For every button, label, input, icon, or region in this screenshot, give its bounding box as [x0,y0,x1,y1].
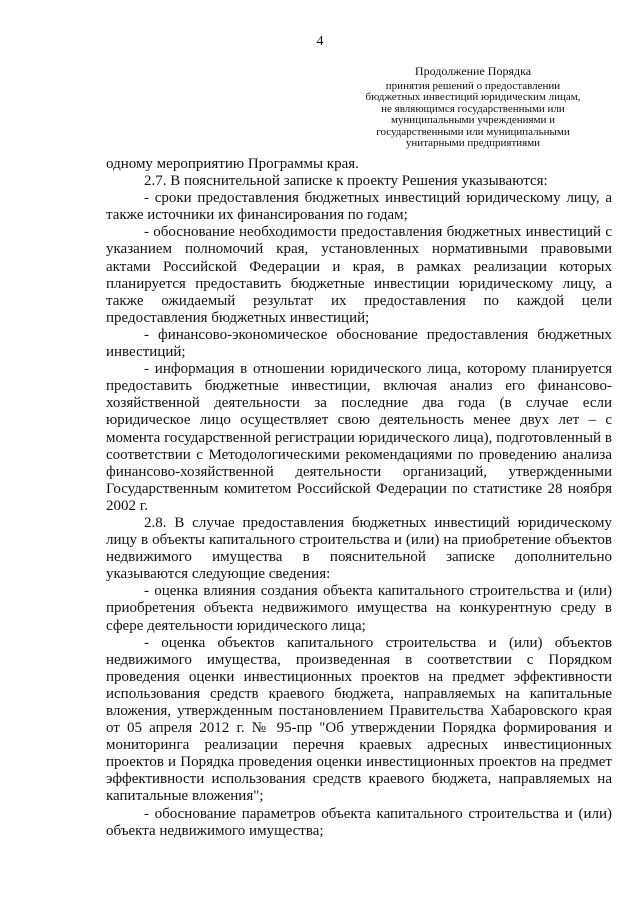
paragraph: - обоснование параметров объекта капитального строительства и (или) объекта недвижимого имущества; [106,805,612,839]
paragraph: - оценка влияния создания объекта капитального строительства и (или) приобретения объекта недвижимого имущества на конкурентную среду в сфере деятельности юридического лица; [106,583,612,634]
header-block [338,66,608,150]
header-line: муниципальными учреждениями и [390,114,556,126]
paragraph: - оценка объектов капитального строительства и (или) объектов недвижимого имущества, произведенная в соответствии с Порядком проведения оценки инвестиционных проектов на предмет эффективности использования средств краевого бюджета, направляемых на капитальные вложения, утвержденным постановлением Правительства Хабаровского края от 05 апреля 2012 г. № 95-пр "Об утверждении Порядка формирования и мониторинга реализации перечня краевых адресных инвестиционных проектов и Порядка проведения оценки инвестиционных проектов на предмет эффективности использования средств краевого бюджета, направляемых на капитальные вложения"; [106,634,612,805]
header-line: не являющимся государственными или [381,102,565,115]
header-continuation: Продолжение Порядка [414,64,532,78]
paragraph: - обоснование необходимости предоставления бюджетных инвестиций с указанием полномочий края, установленных нормативными правовыми актами Российской Федерации и края, в рамках реализации которых планируется предоставить бюджетные инвестиции юридическому лицу, а также ожидаемый результат их предоставления по каждой цели предоставления бюджетных инвестиций; [106,224,612,326]
paragraph: 2.8. В случае предоставления бюджетных инвестиций юридическому лицу в объекты капитального строительства и (или) на приобретение объектов недвижимого имущества в пояснительной записке дополнительно указываются следующие сведения: [106,514,612,583]
header-line: унитарными предприятиями [405,137,541,149]
paragraph: одному мероприятию Программы края. [106,156,359,172]
paragraph: 2.7. В пояснительной записке к проекту Решения указываются: [144,173,548,190]
paragraph: - информация в отношении юридического лица, которому планируется предоставить бюджетные инвестиции, включая анализ его финансово-хозяйственной деятельности за последние два года (в случае если юридическое лицо осуществляет свою деятельность менее двух лет – с момента государственной регистрации юридического лица), подготовленный в соответствии с Методологическими рекомендациями по проведению анализа финансово-хозяйственной деятельности организаций, утвержденными Государственным комитетом Российской Федерации по статистике 28 ноября 2002 г. [106,361,612,514]
header-line: принятия решений о предоставлении [385,79,561,92]
paragraph: - финансово-экономическое обоснование предоставления бюджетных инвестиций; [106,326,612,361]
paragraph: - сроки предоставления бюджетных инвестиций юридическому лицу, а также источники их финансирования по годам; [106,190,612,224]
body-text [106,156,612,840]
header-line: бюджетных инвестиций юридическим лицам, [365,91,581,103]
page-number: 4 [316,34,324,49]
header-line: государственными или муниципальными [376,125,570,138]
